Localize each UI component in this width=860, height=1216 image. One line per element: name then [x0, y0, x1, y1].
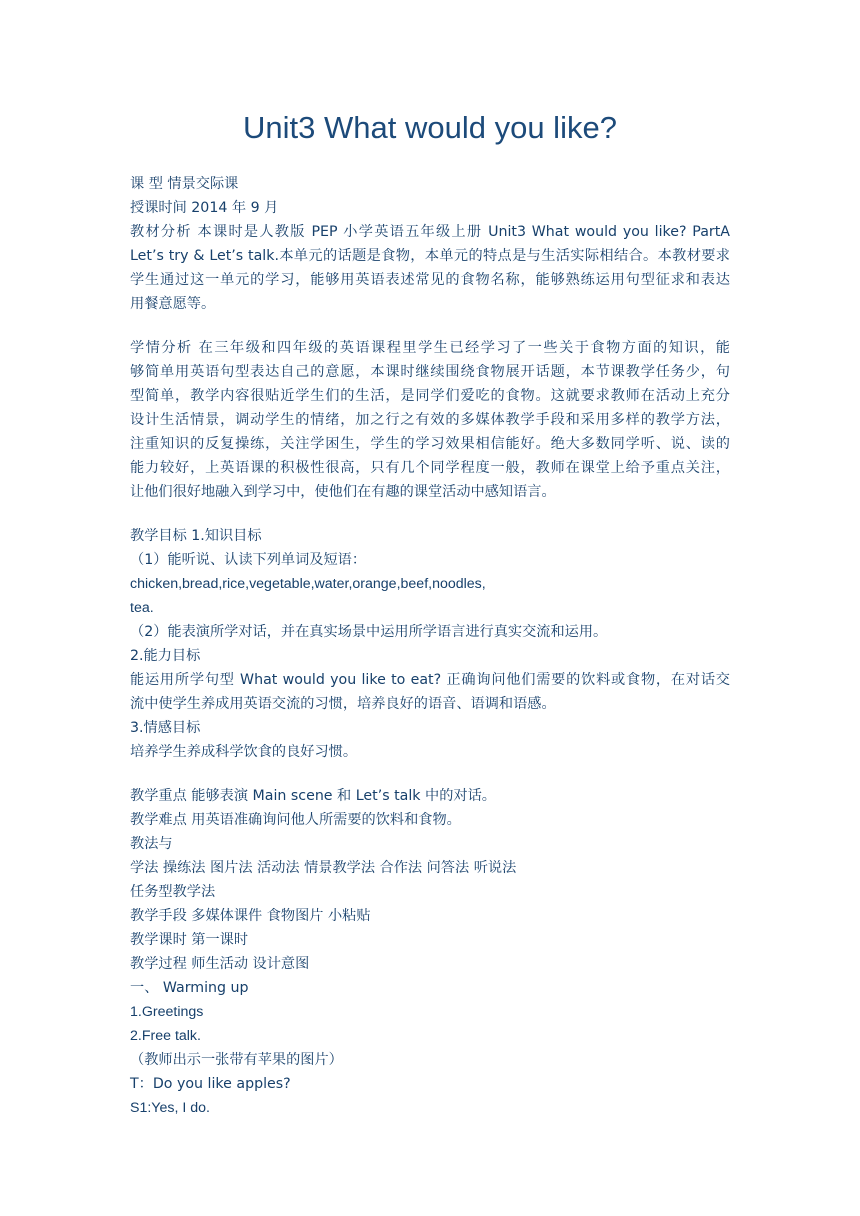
objective-2: （2）能表演所学对话，并在真实场景中运用所学语言进行真实交流和运用。	[130, 624, 608, 640]
material-analysis-line-4: 用餐意愿等。	[130, 296, 216, 312]
free-talk-line: 2.Free talk.	[130, 1028, 201, 1044]
student-analysis-line-4: 设计生活情景，调动学生的情绪，加之行之有效的多媒体教学手段和采用多样的教学方法，	[130, 412, 730, 428]
student-analysis-line-7: 让他们很好地融入到学习中，使他们在有趣的课堂活动中感知语言。	[130, 484, 556, 500]
teaching-means-line: 教学手段 多媒体课件 食物图片 小粘贴	[130, 908, 371, 924]
student-analysis-line-3: 型简单，教学内容很贴近学生们的生活，是同学们爱吃的食物。这就要求教师在活动上充分	[130, 388, 730, 404]
ability-objective-heading: 2.能力目标	[130, 648, 201, 664]
objective-1: （1）能听说、认读下列单词及短语：	[130, 552, 367, 568]
ability-objective-line-1: 能运用所学句型 What would you like to eat? 正确询问他们需要的饮料或食物，在对话交	[130, 672, 730, 688]
material-analysis-line-2: Let’s try & Let’s talk.本单元的话题是食物，本单元的特点是与生活实际相结合。本教材要求	[130, 248, 730, 264]
vocabulary-list-end: tea.	[130, 600, 154, 616]
greetings-line: 1.Greetings	[130, 1004, 204, 1020]
emotion-objective-line: 培养学生养成科学饮食的良好习惯。	[130, 744, 358, 760]
student-analysis-line-2: 够简单用英语句型表达自己的意愿，本课时继续围绕食物展开话题，本节课教学任务少，句	[130, 364, 730, 380]
vocabulary-list: chicken,bread,rice,vegetable,water,orange,beef,noodles,	[130, 576, 486, 592]
emotion-objective-heading: 3.情感目标	[130, 720, 201, 736]
ability-objective-line-2: 流中使学生养成用英语交流的习惯，培养良好的语音、语调和语感。	[130, 696, 556, 712]
student-analysis-line-5: 注重知识的反复操练，关注学困生，学生的学习效果相信能好。绝大多数同学听、说、读的	[130, 436, 730, 452]
methods-heading: 教法与	[130, 836, 173, 852]
student-analysis-line-6: 能力较好，上英语课的积极性很高，只有几个同学程度一般，教师在课堂上给予重点关注，	[130, 460, 730, 476]
dialogue-teacher-line: T：Do you like apples?	[130, 1076, 291, 1092]
methods-line-2: 任务型教学法	[130, 884, 216, 900]
difficult-points-line: 教学难点 用英语准确询问他人所需要的饮料和食物。	[130, 812, 461, 828]
warming-up-heading: 一、 Warming up	[130, 980, 249, 996]
teacher-note-line: （教师出示一张带有苹果的图片）	[130, 1052, 343, 1068]
student-analysis-line-1: 学情分析 在三年级和四年级的英语课程里学生已经学习了一些关于食物方面的知识，能	[130, 340, 730, 356]
material-analysis-line-1: 教材分析 本课时是人教版 PEP 小学英语五年级上册 Unit3 What would you like? PartA	[130, 224, 730, 240]
material-analysis-line-3: 学生通过这一单元的学习，能够用英语表述常见的食物名称，能够熟练运用句型征求和表达	[130, 272, 730, 288]
teaching-time-line: 授课时间 2014 年 9 月	[130, 200, 279, 216]
methods-line: 学法 操练法 图片法 活动法 情景教学法 合作法 问答法 听说法	[130, 860, 517, 876]
lesson-period-line: 教学课时 第一课时	[130, 932, 249, 948]
document-title: Unit3 What would you like?	[243, 110, 617, 145]
key-points-line: 教学重点 能够表演 Main scene 和 Let’s talk 中的对话。	[130, 788, 496, 804]
dialogue-student-line: S1:Yes, I do.	[130, 1100, 210, 1116]
lesson-type-line: 课 型 情景交际课	[130, 176, 239, 192]
process-heading: 教学过程 师生活动 设计意图	[130, 956, 310, 972]
objectives-heading: 教学目标 1.知识目标	[130, 528, 262, 544]
